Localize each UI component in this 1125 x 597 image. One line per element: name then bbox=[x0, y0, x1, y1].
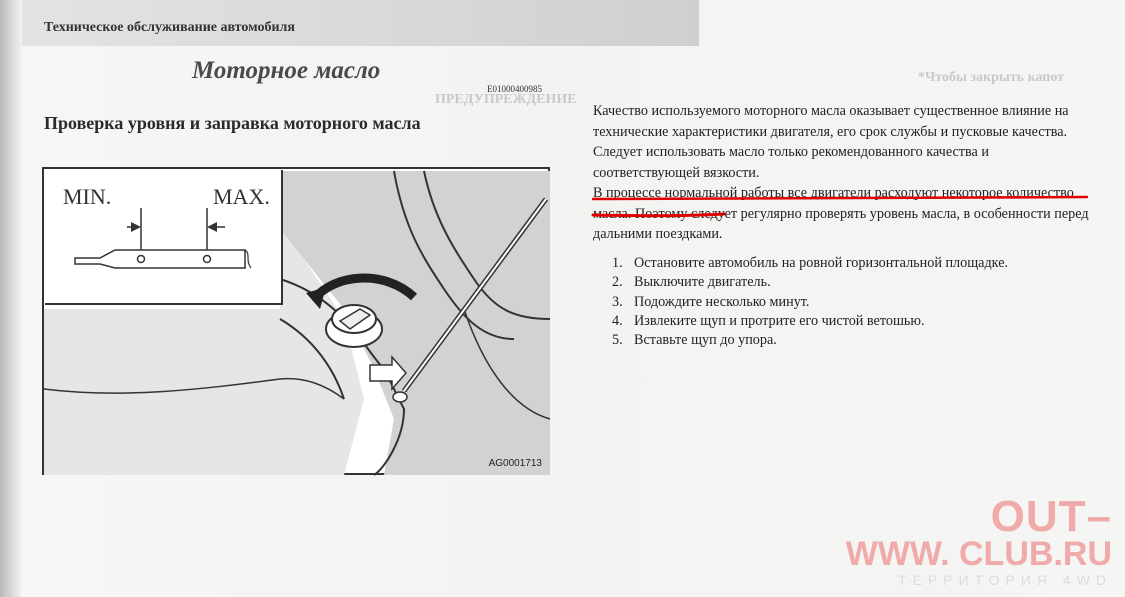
highlighted-text-line: В процессе нормальной работы все двигатели расходуют некоторое bbox=[593, 185, 1003, 201]
dipstick-scale-drawing bbox=[45, 170, 281, 303]
step-number: 5. bbox=[612, 332, 623, 349]
site-watermark bbox=[832, 492, 1112, 589]
running-header: Техническое обслуживание автомобиля bbox=[44, 20, 295, 35]
step-text: Выключите двигатель. bbox=[634, 274, 771, 291]
step-item bbox=[612, 293, 1092, 312]
document-code: E01000400985 bbox=[487, 84, 542, 94]
page-fold-shadow bbox=[0, 0, 22, 597]
watermark-line-1: OUT– bbox=[990, 492, 1112, 541]
steps-list bbox=[612, 254, 1092, 350]
dipstick-max-label: MAX. bbox=[213, 184, 270, 209]
step-number: 3. bbox=[612, 293, 623, 310]
section-heading: Проверка уровня и заправка моторного масла bbox=[44, 113, 421, 133]
step-item bbox=[612, 273, 1092, 292]
dipstick-inset bbox=[45, 170, 283, 305]
paragraph-rest: . Поэтому следует регулярно проверять уровень масла, в особенности перед дальними поездками. bbox=[593, 205, 1089, 242]
step-text: Извлеките щуп и протрите его чистой ветошью. bbox=[634, 312, 925, 329]
paragraph-oil-quality: Качество используемого моторного масла оказывает существенное влияние на технические характеристики двигателя, его срок службы и пусковые качества. Следует использовать масло только рекомендованного качества и соответствующей вязкости. bbox=[593, 103, 1069, 181]
step-text: Вставьте щуп до упора. bbox=[634, 332, 777, 349]
step-number: 2. bbox=[612, 274, 623, 291]
illustration-oil-dipstick bbox=[42, 167, 550, 475]
bleed-through-text: *Чтобы закрыть капот bbox=[918, 70, 1065, 85]
step-item bbox=[612, 331, 1092, 350]
watermark-line-2: WWW. CLUB.RU bbox=[845, 535, 1112, 573]
bleed-through-text: ПРЕДУПРЕЖДЕНИЕ bbox=[435, 92, 577, 107]
highlighted-text-part: количество масла bbox=[593, 185, 1074, 222]
page-title: Моторное масло bbox=[192, 57, 381, 84]
watermark-line-3: ТЕРРИТОРИЯ 4WD bbox=[898, 572, 1112, 588]
body-text bbox=[593, 101, 1093, 245]
dipstick-min-label: MIN. bbox=[63, 184, 112, 209]
step-number: 1. bbox=[612, 255, 623, 271]
step-item bbox=[612, 254, 1092, 273]
step-text: Подождите несколько минут. bbox=[634, 293, 810, 310]
step-number: 4. bbox=[612, 312, 623, 329]
step-text: Остановите автомобиль на ровной горизонтальной площадке. bbox=[634, 255, 1009, 271]
paragraph-oil-consumption bbox=[593, 183, 1093, 245]
step-item bbox=[612, 312, 1092, 331]
figure-code: AG0001713 bbox=[488, 458, 542, 469]
